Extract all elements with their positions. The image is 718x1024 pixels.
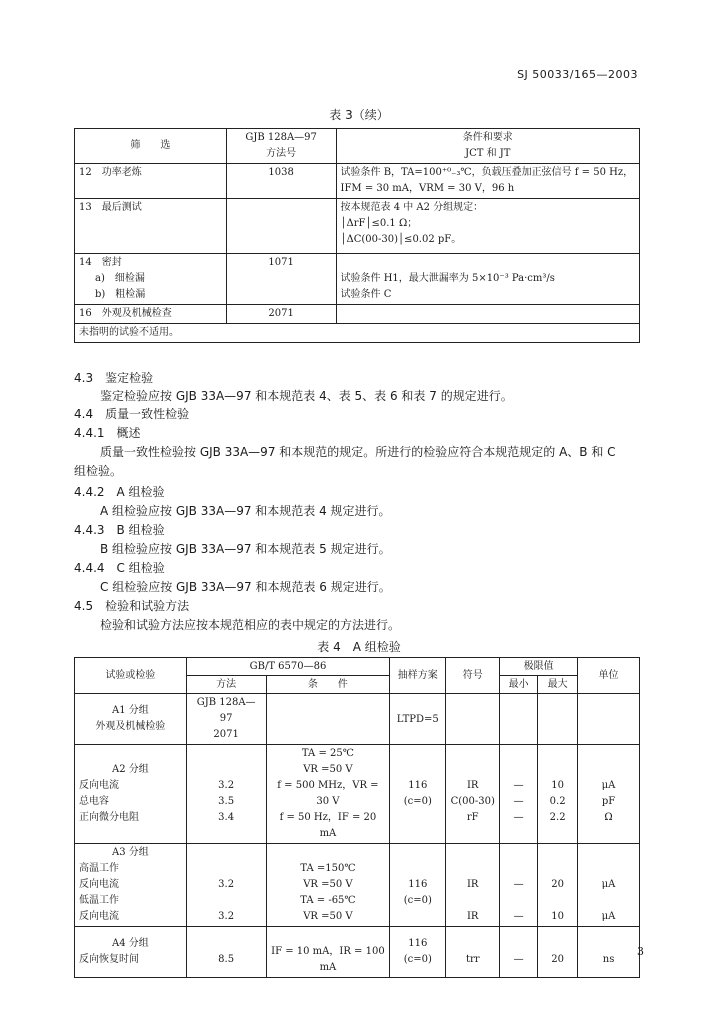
table3-cell-screen (75, 254, 227, 305)
cell-line: f = 500 MHz，VR = 30 V (277, 780, 379, 807)
table4-cell-plan (390, 745, 446, 844)
section-4-4-title: 4.4 质量一致性检验 (74, 407, 190, 421)
table3-header-method (226, 129, 336, 164)
cell-line: 2.2 (549, 812, 566, 823)
section-4-5-body: 检验和试验方法应按本规范相应的表中规定的方法进行。 (100, 618, 401, 632)
cell-line: 3.2 (218, 879, 235, 890)
cell-line (450, 762, 495, 778)
screen-line: a) 细检漏 (95, 273, 145, 284)
cell-line: 116 (408, 938, 428, 949)
cell-line (450, 861, 495, 877)
cond-line: │ΔrF│≤0.1 Ω； (340, 218, 418, 229)
cell-line: 8.5 (218, 954, 235, 965)
table3-row (75, 254, 640, 305)
cell-line (504, 762, 533, 778)
table4-cell-unit (578, 694, 640, 745)
section-4-4-1-title: 4.4.1 概述 (74, 426, 141, 440)
cell-line (394, 810, 441, 826)
cell-line (450, 936, 495, 952)
header-text: 条件和要求 (462, 132, 513, 143)
cell-line: VR =50 V (303, 879, 353, 890)
cell-line (191, 861, 262, 877)
table4-header-limits: 极限值 (500, 658, 578, 676)
cell-line: GJB 128A—97 (196, 697, 256, 724)
cell-line (542, 861, 573, 877)
table3-row (75, 164, 640, 199)
table4-header-gbt: GB/T 6570—86 (186, 658, 390, 676)
section-4-4-3-body: B 组检验应按 GJB 33A—97 和本规范表 5 规定进行。 (100, 542, 391, 556)
cell-line: 10 (551, 911, 564, 922)
table4-group-a4 (75, 927, 640, 978)
cell-line: μA (601, 911, 616, 922)
cell-line: VR =50 V (303, 764, 353, 775)
cell-line: TA = -65℃ (300, 895, 356, 906)
table3-footnote-row (75, 324, 640, 343)
cell-line: TA = 25℃ (301, 748, 354, 759)
table4-cell-symbol (446, 745, 500, 844)
cell-line: A1 分组 (111, 705, 149, 716)
cell-line: A2 分组 (111, 764, 149, 775)
table4-header-item: 试验或检验 (75, 658, 187, 694)
table4-cell-method (186, 927, 266, 978)
cell-line: 20 (551, 879, 564, 890)
table4-header-method: 方法 (186, 676, 266, 694)
cell-line (191, 893, 262, 909)
table4-cell-min (500, 927, 538, 978)
table4-cell-symbol (446, 844, 500, 927)
page-number: 3 (637, 945, 644, 958)
cell-line: — (513, 879, 524, 890)
table3-header-cond (336, 129, 639, 164)
table4-cell-items (75, 927, 187, 978)
cell-line (450, 845, 495, 861)
table4-cell-unit (578, 844, 640, 927)
cell-line: (c=0) (403, 895, 432, 906)
cell-line: IR (466, 780, 479, 791)
table4-cell-cond (266, 694, 390, 745)
table3-cell-screen: 12 功率老炼 (75, 164, 227, 199)
cell-line: f = 50 Hz，IF = 20 mA (279, 812, 377, 839)
table4-cell-plan (390, 844, 446, 927)
section-4-3-body: 鉴定检验应按 GJB 33A—97 和本规范表 4、表 5、表 6 和表 7 的规定进行。 (100, 389, 513, 403)
cell-line: — (513, 954, 524, 965)
cell-line (582, 762, 635, 778)
cell-line: trr (465, 954, 480, 965)
cell-line (542, 762, 573, 778)
table4-cell-cond (266, 745, 390, 844)
table4-header-row (75, 658, 640, 676)
table4-cell-min (500, 694, 538, 745)
table3-cell-method: 1038 (226, 164, 336, 199)
table3-cell-screen: 13 最后测试 (75, 199, 227, 254)
cell-line: pF (601, 796, 616, 807)
cell-line (582, 893, 635, 909)
cell-line: 反向恢复时间 (79, 954, 139, 965)
table3-cell-cond (336, 199, 639, 254)
cell-line (191, 936, 262, 952)
table3-row (75, 199, 640, 254)
table4-cell-symbol (446, 694, 500, 745)
cell-line: 高温工作 (79, 863, 119, 874)
header-text: JCT 和 JT (465, 148, 511, 159)
screen-line: b) 粗检漏 (95, 289, 146, 300)
cell-line: 116 (408, 780, 428, 791)
cell-line: — (513, 780, 524, 791)
table3-cell-cond (336, 305, 639, 324)
table3-cell-cond (336, 254, 639, 305)
cell-line: C(00-30) (450, 796, 495, 807)
cell-line (504, 861, 533, 877)
cell-line (582, 936, 635, 952)
table4-cell-items (75, 844, 187, 927)
screen-line: 14 密封 (79, 257, 122, 268)
cond-line: │ΔC(00-30)│≤0.02 pF。 (340, 234, 462, 245)
cell-line: 反向电流 (79, 911, 119, 922)
cell-line (450, 893, 495, 909)
cell-line: — (513, 796, 524, 807)
table4-group-a3 (75, 844, 640, 927)
cell-line: 10 (551, 780, 564, 791)
table4-cell-min (500, 844, 538, 927)
table4-cell-max (538, 745, 578, 844)
cell-line: 正向微分电阻 (79, 812, 139, 823)
cell-line: 116 (408, 879, 428, 890)
table3-cell-method: 2071 (226, 305, 336, 324)
cell-line: — (513, 812, 524, 823)
table4-cell-unit (578, 927, 640, 978)
section-4-4-1-body: 质量一致性检验按 GJB 33A—97 和本规范的规定。所进行的检验应符合本规范规定的 A、B 和 C (100, 445, 616, 459)
section-4-5-title: 4.5 检验和试验方法 (74, 599, 190, 613)
cell-line: 外观及机械检验 (95, 721, 166, 732)
table4-cell-plan: LTPD=5 (390, 694, 446, 745)
cell-line (542, 845, 573, 861)
cell-line (191, 845, 262, 861)
table3-cell-screen: 16 外观及机械检查 (75, 305, 227, 324)
table4-header-plan: 抽样方案 (390, 658, 446, 694)
cond-line: 按本规范表 4 中 A2 分组规定： (340, 202, 484, 213)
cell-line (271, 845, 386, 861)
cond-line: IFM = 30 mA，VRM = 30 V，96 h (340, 183, 515, 194)
cell-line: 0.2 (549, 796, 566, 807)
table3-row (75, 305, 640, 324)
cell-line (394, 762, 441, 778)
table3-header-row (75, 129, 640, 164)
cell-line: (c=0) (403, 954, 432, 965)
cell-line (394, 861, 441, 877)
cell-line: ns (602, 954, 615, 965)
cell-line (582, 845, 635, 861)
header-text: GJB 128A—97 (245, 132, 317, 143)
cell-line: A3 分组 (111, 847, 149, 858)
cond-line: 试验条件 B，TA=100⁺⁰₋₃℃，负载压叠加正弦信号 f = 50 Hz， (340, 167, 634, 178)
table3-cell-method (226, 199, 336, 254)
table4-cell-symbol (446, 927, 500, 978)
cell-line (191, 762, 262, 778)
cell-line (542, 936, 573, 952)
section-4-4-4-body: C 组检验应按 GJB 33A—97 和本规范表 6 规定进行。 (100, 580, 391, 594)
table4-cell-max (538, 844, 578, 927)
table3 (74, 128, 640, 343)
cell-line: μA (601, 780, 616, 791)
cell-line: 反向电流 (79, 879, 119, 890)
table4-cell-method (186, 745, 266, 844)
cell-line (542, 893, 573, 909)
cell-line: 3.2 (218, 911, 235, 922)
table4-cell-max (538, 927, 578, 978)
table4-caption: 表 4 A 组检验 (317, 640, 401, 654)
table4-cell-items (75, 694, 187, 745)
cell-line: 3.4 (218, 812, 235, 823)
table4-cell-method (186, 844, 266, 927)
section-4-4-3-title: 4.4.3 B 组检验 (74, 523, 165, 537)
section-4-4-1-body-cont: 组检验。 (74, 464, 123, 478)
section-4-3-title: 4.3 鉴定检验 (74, 371, 154, 385)
table4-cell-items (75, 745, 187, 844)
cell-line (394, 845, 441, 861)
cell-line: TA =150℃ (300, 863, 356, 874)
table4-cell-plan (390, 927, 446, 978)
cell-line: Ω (604, 812, 613, 823)
table4-header-cond: 条 件 (266, 676, 390, 694)
document-code: SJ 50033/165—2003 (517, 68, 638, 81)
cell-line (504, 893, 533, 909)
cell-line: VR =50 V (303, 911, 353, 922)
cell-line: IF = 10 mA，IR = 100 mA (271, 946, 385, 973)
table4-header-max: 最大 (538, 676, 578, 694)
table3-footnote: 未指明的试验不适用。 (75, 324, 640, 343)
table3-caption: 表 3（续） (329, 108, 389, 122)
cond-line: 试验条件 C (340, 289, 392, 300)
table4-header-unit: 单位 (578, 658, 640, 694)
section-4-4-4-title: 4.4.4 C 组检验 (74, 561, 165, 575)
table4 (74, 657, 640, 978)
cell-line (271, 928, 386, 944)
cell-line: 低温工作 (79, 895, 119, 906)
cell-line: 反向电流 (79, 780, 119, 791)
table4-cell-cond (266, 927, 390, 978)
cell-line (504, 936, 533, 952)
cell-line: IR (466, 879, 479, 890)
cell-line: 2071 (213, 729, 239, 740)
table3-cell-method: 1071 (226, 254, 336, 305)
cell-line: A4 分组 (111, 938, 149, 949)
header-text: 方法号 (266, 148, 297, 159)
cell-line (394, 909, 441, 925)
table4-cell-min (500, 745, 538, 844)
section-4-4-2-title: 4.4.2 A 组检验 (74, 485, 165, 499)
cell-line: 总电容 (79, 796, 109, 807)
table4-header-min: 最小 (500, 676, 538, 694)
cell-line: 3.5 (218, 796, 235, 807)
table4-header-symbol: 符号 (446, 658, 500, 694)
cell-line: 20 (551, 954, 564, 965)
cell-line (582, 861, 635, 877)
cell-line: (c=0) (403, 796, 432, 807)
table4-cell-method (186, 694, 266, 745)
cell-line: μA (601, 879, 616, 890)
section-4-4-2-body: A 组检验应按 GJB 33A—97 和本规范表 4 规定进行。 (100, 504, 391, 518)
table4-group-a2 (75, 745, 640, 844)
cell-line: rF (466, 812, 479, 823)
table4-cell-max (538, 694, 578, 745)
table4-cell-cond (266, 844, 390, 927)
cell-line: 3.2 (218, 780, 235, 791)
table4-cell-unit (578, 745, 640, 844)
table3-cell-cond (336, 164, 639, 199)
table4-group-a1 (75, 694, 640, 745)
table3-header-screen: 筛 选 (75, 129, 227, 164)
cell-line: IR (466, 911, 479, 922)
cond-line (341, 255, 635, 271)
cell-line: — (513, 911, 524, 922)
cell-line (504, 845, 533, 861)
cond-line: 试验条件 H1，最大泄漏率为 5×10⁻³ Pa·cm³/s (340, 273, 555, 284)
